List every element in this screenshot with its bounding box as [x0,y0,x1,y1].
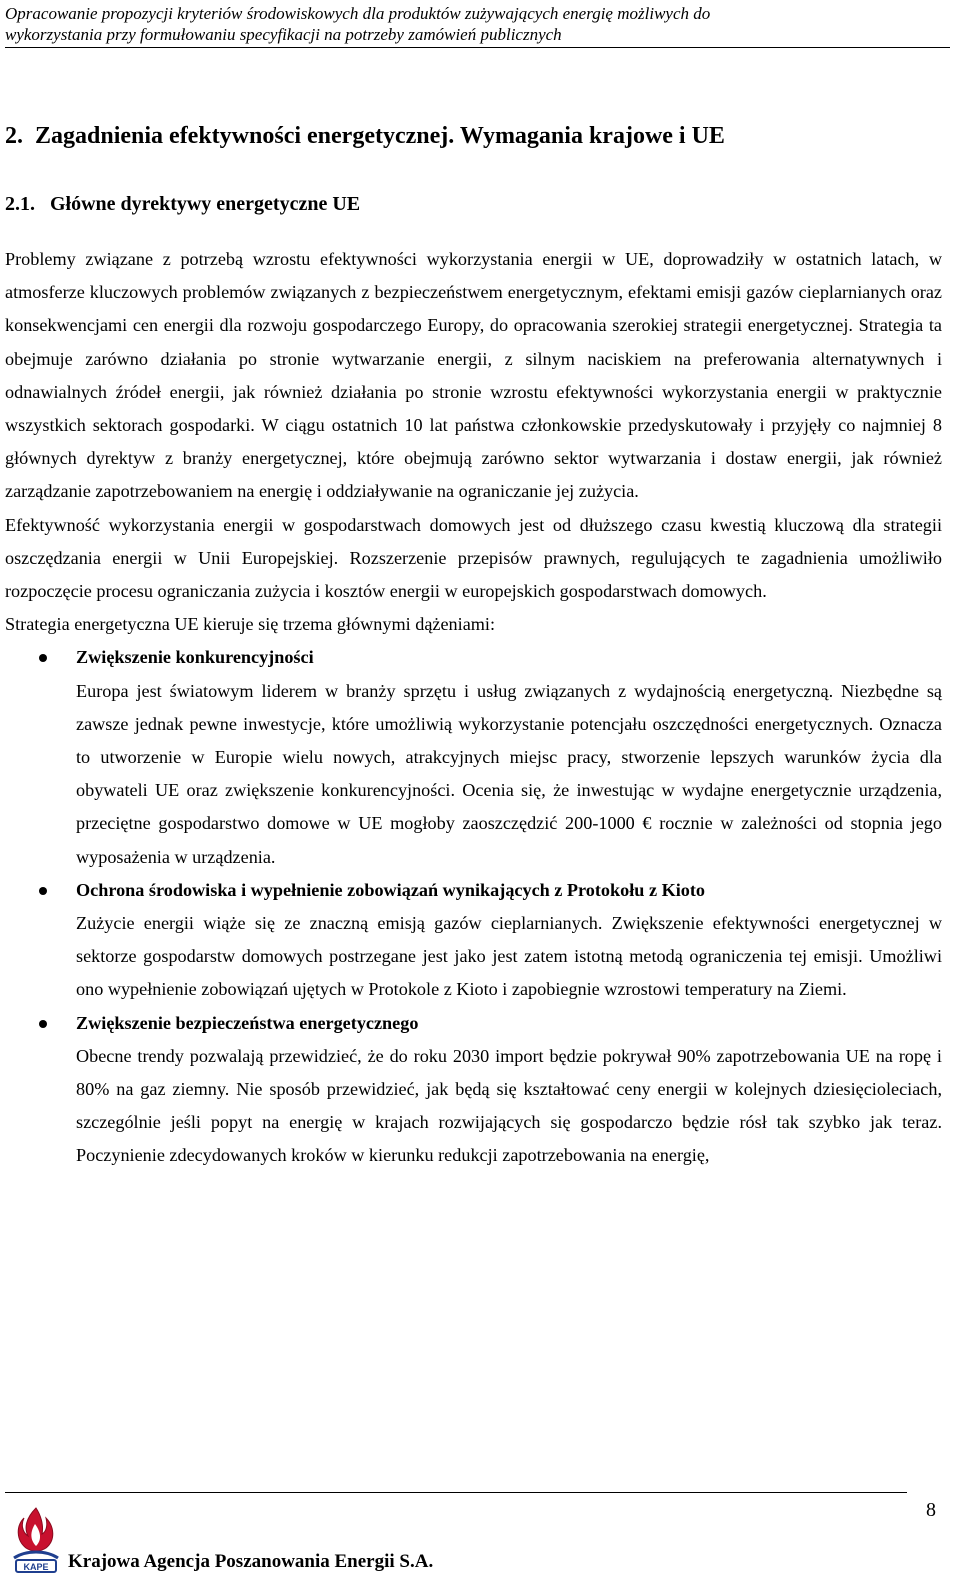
bullet-heading: Zwiększenie konkurencyjności [76,647,314,668]
paragraph-strategy-lead: Strategia energetyczna UE kieruje się trzema głównymi dążeniami: [5,614,496,635]
section-title: 2.1. Główne dyrektywy energetyczne UE [5,193,361,215]
running-header-line-2: wykorzystania przy formułowaniu specyfikacji na potrzeby zamówień publicznych [5,25,562,44]
logo-text: KAPE [23,1562,49,1572]
strategy-bullet-list [5,641,942,1172]
bullet-heading: Zwiększenie bezpieczeństwa energetycznego [76,1012,419,1033]
bullet-item [5,1007,942,1173]
running-header-line-1: Opracowanie propozycji kryteriów środowiskowych dla produktów zużywających energię możliwych do [5,4,711,23]
footer-agency-name: Krajowa Agencja Poszanowania Energii S.A. [68,1551,434,1572]
kape-logo-icon [8,1500,64,1586]
bullet-text: Obecne trendy pozwalają przewidzieć, że do roku 2030 import będzie pokrywał 90% zapotrzebowania UE na ropę i 80% na gaz ziemny. Nie sposób przewidzieć, jak będą się kształtować ceny energii w kolejnych dziesięcioleciach, szczególnie jeśli popyt na energię w krajach rozwijających się gospodarczo będzie rósł tak szybko jak teraz. Poczynienie zdecydowanych kroków w kierunku redukcji zapotrzebowania na energię, [76,1045,942,1166]
bullet-dot-icon [39,1020,47,1028]
page-number: 8 [926,1499,936,1521]
paragraph-households: Efektywność wykorzystania energii w gospodarstwach domowych jest od dłuższego czasu kwestią kluczową dla strategii oszczędzania energii w Unii Europejskiej. Rozszerzenie przepisów prawnych, regulujących te zagadnienia umożliwiło rozpoczęcie procesu ograniczania zużycia i kosztów energii w europejskich gospodarstwach domowych. [5,514,942,602]
chapter-title: 2. Zagadnienia efektywności energetycznej. Wymagania krajowe i UE [5,123,725,149]
running-header [5,3,950,48]
footer-rule [5,1492,907,1493]
bullet-text: Europa jest światowym liderem w branży sprzętu i usług związanych z wydajnością energetyczną. Niezbędne są zawsze jednak pewne inwestycje, które umożliwią wykorzystanie potencjału oszczędności energetycznych. Oznacza to utworzenie w Europie wielu nowych, atrakcyjnych miejsc pracy, stworzenie lepszych warunków życia dla obywateli UE oraz zwiększenie konkurencyjności. Ocenia się, że inwestując w wydajne energetycznie urządzenia, przeciętne gospodarstwo domowe w UE mogłoby zaoszczędzić 200-1000 € rocznie w zależności od stopnia jego wyposażenia w urządzenia. [76,680,942,867]
bullet-item [5,874,942,1007]
logo-arc [14,1552,58,1558]
body-text [5,243,942,1173]
bullet-dot-icon [39,887,47,895]
paragraph-intro: Problemy związane z potrzebą wzrostu efektywności wykorzystania energii w UE, doprowadziły w ostatnich latach, w atmosferze kluczowych problemów związanych z bezpieczeństwem energetycznym, efektami emisji gazów cieplarnianych oraz konsekwencjami cen energii dla rozwoju gospodarczego Europy, do opracowania szerokiej strategii energetycznej. Strategia ta obejmuje zarówno działania po stronie wytwarzanie energii, z silnym naciskiem na preferowania alternatywnych i odnawialnych źródeł energii, jak również działania po stronie wzrostu efektywności wykorzystania energii w praktycznie wszystkich sektorach gospodarki. W ciągu ostatnich 10 lat państwa członkowskie przedyskutowały i przyjęły co najmniej 8 głównych dyrektyw z branży energetycznej, które obejmują zarówno sektor wytwarzania i dostaw energii, jak również zarządzanie zapotrzebowaniem na energię i oddziaływanie na ograniczanie jej zużycia. [5,249,942,502]
bullet-dot-icon [39,654,47,662]
bullet-item [5,641,942,873]
bullet-heading: Ochrona środowiska i wypełnienie zobowiązań wynikających z Protokołu z Kioto [76,879,706,900]
bullet-text: Zużycie energii wiąże się ze znaczną emisją gazów cieplarnianych. Zwiększenie efektywności energetycznej w sektorze gospodarstw domowych postrzegane jest jako jest zatem istotną metodą ograniczenia tej emisji. Umożliwi ono wypełnienie zobowiązań ujętych w Protokole z Kioto i zapobiegnie wzrostowi temperatury na Ziemi. [76,913,942,1000]
